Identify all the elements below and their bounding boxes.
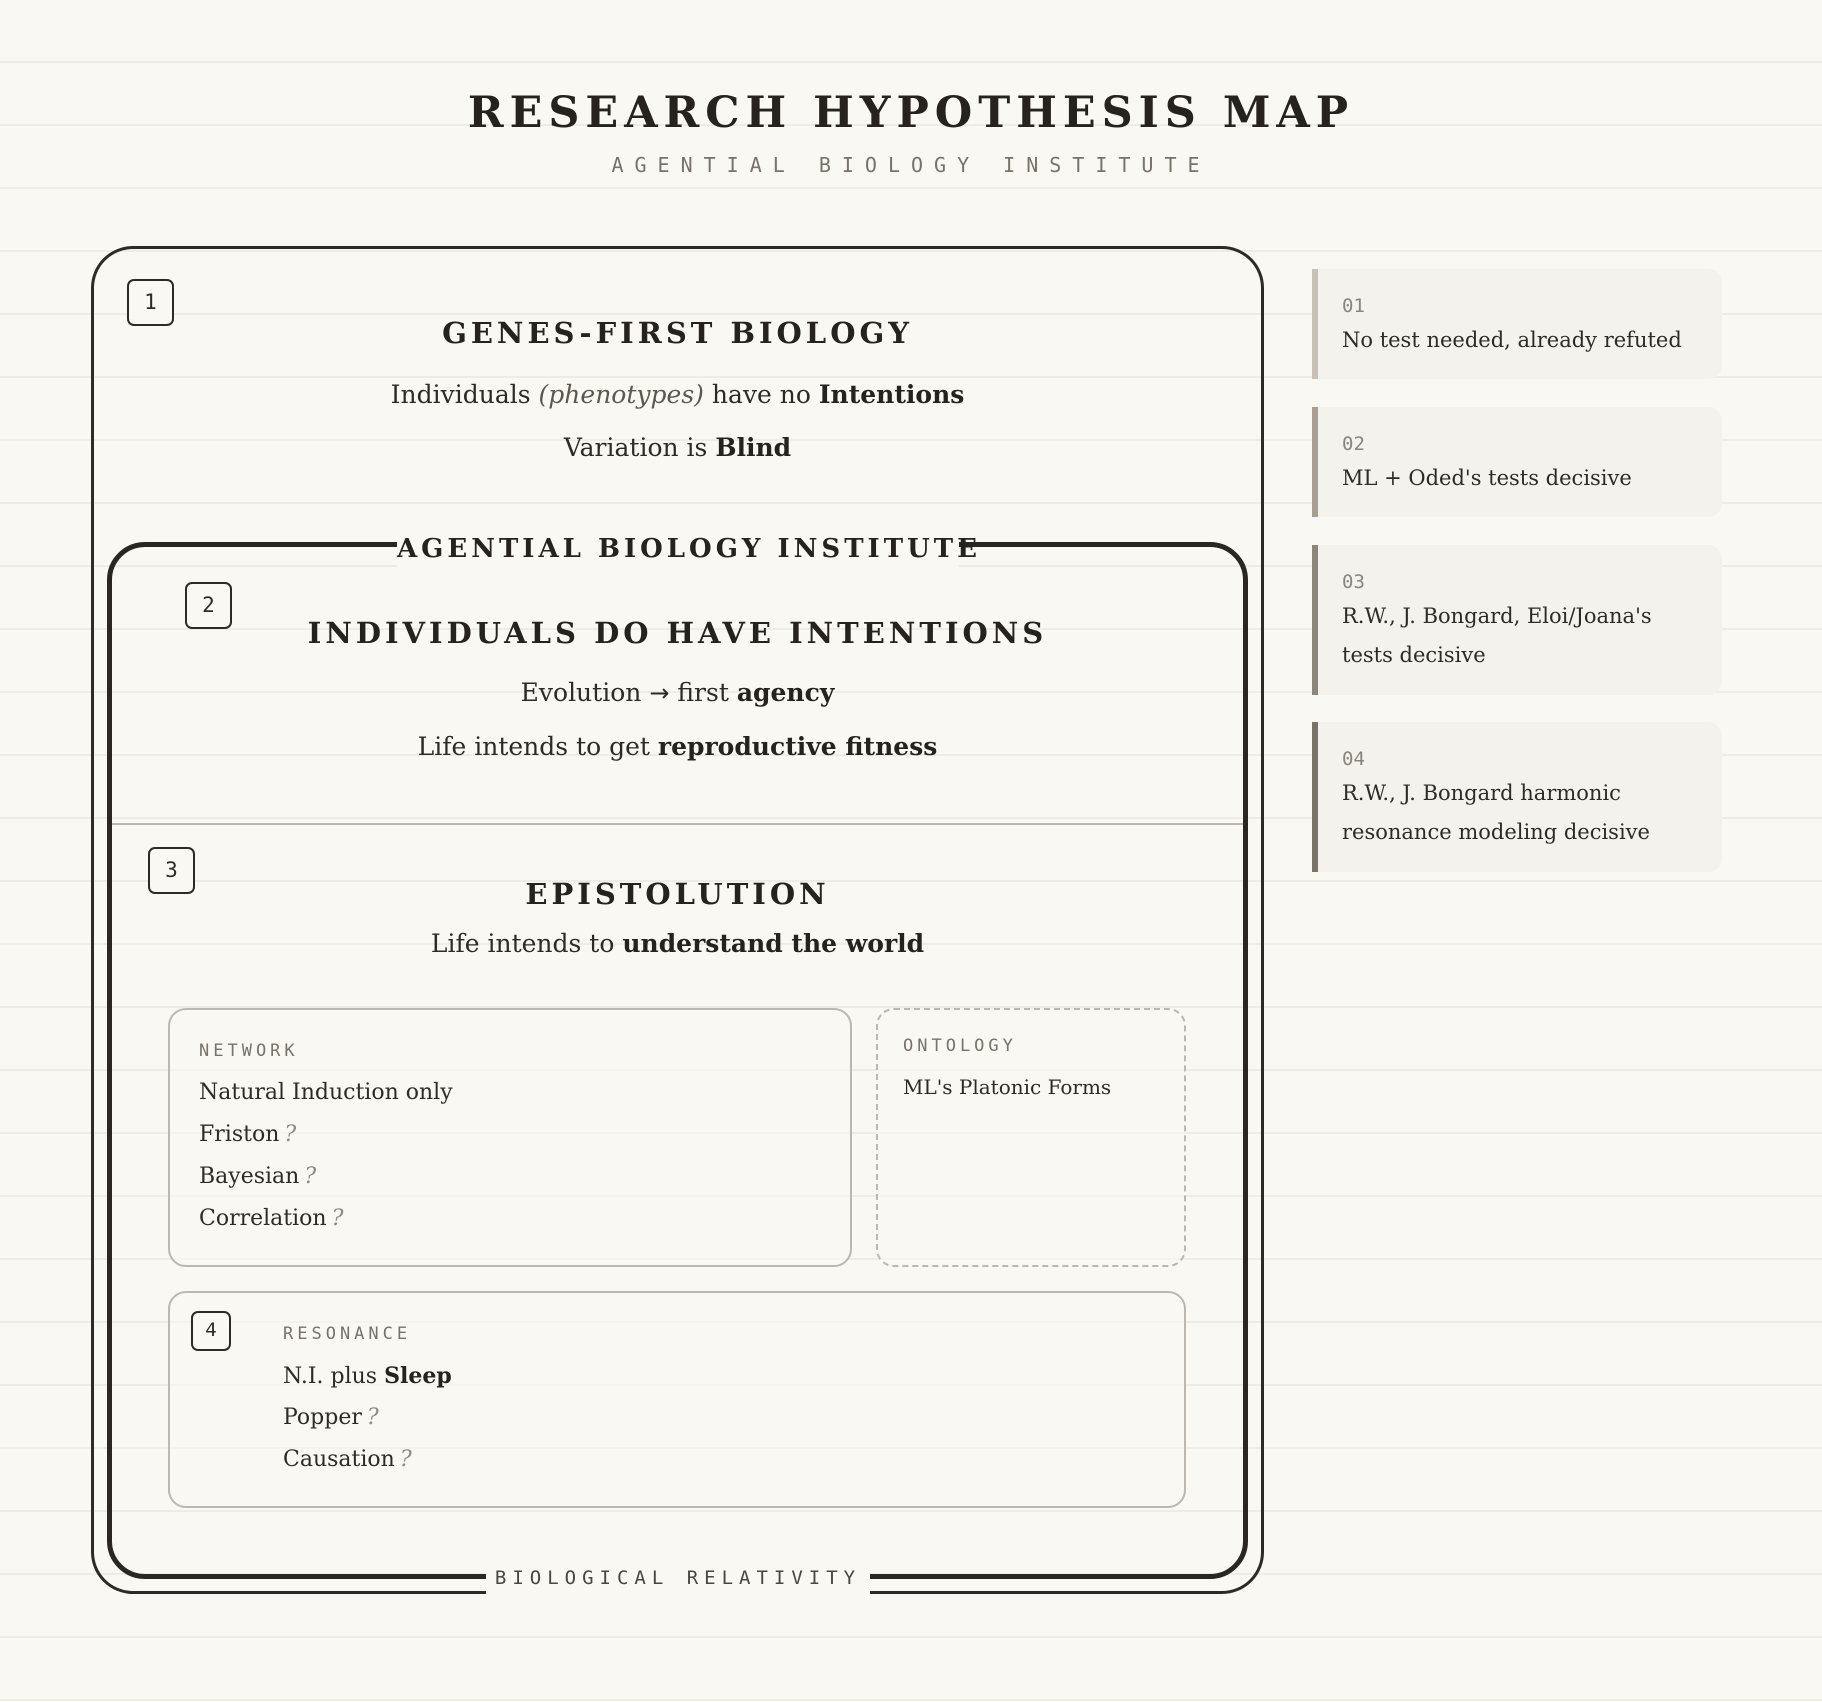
question-mark: ? [399,1447,412,1472]
section-2-line-2 [112,732,1243,761]
section-number-badge-4: 4 [191,1311,231,1351]
network-item-label: Correlation [199,1206,327,1231]
text-bold-sleep: Sleep [384,1363,452,1389]
question-mark: ? [284,1122,297,1147]
text-fragment: first [677,678,729,707]
section-number-badge-3: 3 [148,847,195,894]
section-divider [112,823,1243,825]
ontology-item-platonic-forms: ML's Platonic Forms [903,1075,1112,1099]
note-text: ML + Oded's tests decisive [1342,466,1632,490]
resonance-item-label: Causation [283,1447,395,1472]
resonance-item-causation [283,1447,412,1472]
note-text: R.W., J. Bongard, Eloi/Joana's tests decisive [1342,604,1652,667]
note-number: 04 [1342,748,1365,770]
network-item-friston [199,1122,296,1147]
right-arrow-icon: → [649,679,670,707]
text-bold-agency: agency [736,678,835,707]
note-card-04 [1312,722,1722,872]
resonance-item-sleep [283,1363,452,1389]
note-card-03 [1312,545,1722,695]
network-item-correlation [199,1206,343,1231]
section-1-line-2 [112,433,1243,462]
page-title: RESEARCH HYPOTHESIS MAP [467,88,1355,138]
resonance-item-label: Popper [283,1405,362,1430]
network-item-bayesian [199,1164,316,1189]
text-fragment: Variation is [563,433,708,462]
inner-frame-title: AGENTIAL BIOLOGY INSTITUTE [397,530,959,570]
text-fragment: Life intends to get [417,732,650,761]
text-bold-understand-the-world: understand the world [622,929,925,958]
network-label: NETWORK [199,1041,299,1061]
note-card-01 [1312,269,1722,379]
text-bold-blind: Blind [715,433,792,462]
question-mark: ? [331,1206,344,1231]
network-item-label: Friston [199,1122,280,1147]
note-number: 02 [1342,433,1365,455]
section-heading-intentions: INDIVIDUALS DO HAVE INTENTIONS [307,616,1048,650]
note-card-02 [1312,407,1722,517]
section-2-line-1 [112,678,1243,707]
text-bold-intentions: Intentions [818,380,965,409]
question-mark: ? [304,1164,317,1189]
section-1-line-1 [112,380,1243,409]
text-fragment: Life intends to [430,929,615,958]
bottom-frame-label: BIOLOGICAL RELATIVITY [486,1561,870,1597]
page-subtitle: AGENTIAL BIOLOGY INSTITUTE [611,153,1211,177]
note-number: 03 [1342,571,1365,593]
ontology-label: ONTOLOGY [903,1036,1017,1056]
network-item-natural-induction: Natural Induction only [199,1080,453,1105]
text-italic-phenotypes: (phenotypes) [538,380,704,409]
text-fragment: Evolution [520,678,642,707]
text-fragment: Individuals [390,380,531,409]
resonance-item-label: N.I. plus [283,1364,378,1389]
resonance-item-popper [283,1405,379,1430]
note-text: No test needed, already refuted [1342,328,1682,352]
section-number-badge-2: 2 [185,582,232,629]
question-mark: ? [366,1405,379,1430]
resonance-label: RESONANCE [283,1324,412,1344]
text-fragment: have no [711,380,811,409]
network-item-label: Bayesian [199,1164,300,1189]
section-number-badge-1: 1 [127,279,174,326]
note-text: R.W., J. Bongard harmonic resonance modeling decisive [1342,781,1650,844]
section-heading-epistolution: EPISTOLUTION [525,877,830,911]
note-number: 01 [1342,295,1365,317]
section-3-line-1 [112,929,1243,958]
text-bold-reproductive-fitness: reproductive fitness [657,732,938,761]
section-heading-genes-first: GENES-FIRST BIOLOGY [442,316,913,350]
